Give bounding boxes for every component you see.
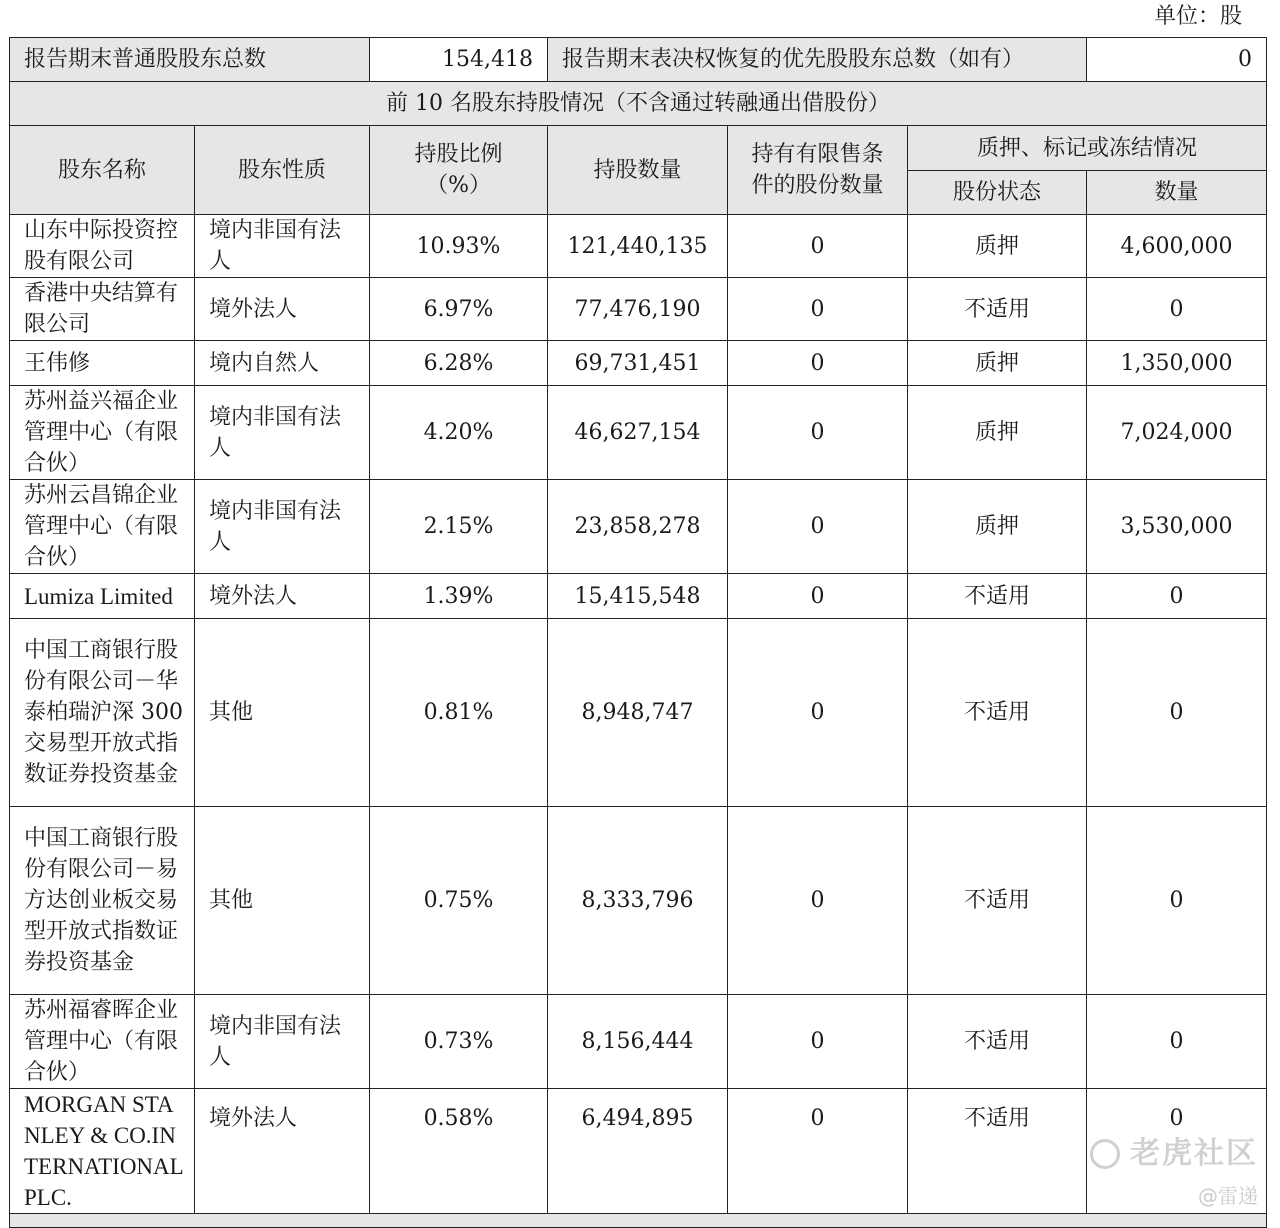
watermark-brand-text: 老虎社区 bbox=[1130, 1136, 1258, 1171]
holder-status: 不适用 bbox=[908, 574, 1087, 619]
holder-status: 不适用 bbox=[908, 278, 1087, 341]
holder-restricted: 0 bbox=[728, 480, 908, 574]
common-holders-label: 报告期末普通股股东总数 bbox=[10, 38, 370, 82]
header-row bbox=[10, 126, 1267, 171]
holder-name: 苏州云昌锦企业管理中心（有限合伙） bbox=[10, 480, 195, 574]
holder-name: 苏州福睿晖企业管理中心（有限合伙） bbox=[10, 995, 195, 1089]
holder-quantity: 0 bbox=[1087, 574, 1267, 619]
holder-nature: 境内非国有法人 bbox=[195, 386, 370, 480]
holder-name: 王伟修 bbox=[10, 341, 195, 386]
holder-shares: 8,156,444 bbox=[548, 995, 728, 1089]
preferred-holders-value: 0 bbox=[1087, 38, 1267, 82]
holder-ratio: 6.28% bbox=[370, 341, 548, 386]
holder-quantity: 4,600,000 bbox=[1087, 215, 1267, 278]
holder-restricted: 0 bbox=[728, 995, 908, 1089]
table-row bbox=[10, 341, 1267, 386]
holder-nature: 境外法人 bbox=[195, 574, 370, 619]
table-row bbox=[10, 386, 1267, 480]
holder-restricted: 0 bbox=[728, 574, 908, 619]
holder-quantity: 0 bbox=[1087, 278, 1267, 341]
holder-ratio: 0.75% bbox=[370, 807, 548, 995]
holder-name: 香港中央结算有限公司 bbox=[10, 278, 195, 341]
holder-restricted: 0 bbox=[728, 386, 908, 480]
holder-name: 中国工商银行股份有限公司－华泰柏瑞沪深 300 交易型开放式指数证券投资基金 bbox=[10, 619, 195, 807]
table-row bbox=[10, 1089, 1267, 1214]
section-title: 前 10 名股东持股情况（不含通过转融通出借股份） bbox=[10, 82, 1267, 126]
header-ratio: 持股比例（%） bbox=[370, 126, 548, 215]
holder-restricted: 0 bbox=[728, 1089, 908, 1214]
holder-name: 山东中际投资控股有限公司 bbox=[10, 215, 195, 278]
header-quantity: 数量 bbox=[1087, 171, 1267, 215]
watermark-author: @雷递 bbox=[1198, 1184, 1258, 1208]
holder-status: 不适用 bbox=[908, 995, 1087, 1089]
holder-shares: 8,333,796 bbox=[548, 807, 728, 995]
holder-restricted: 0 bbox=[728, 807, 908, 995]
holder-status: 质押 bbox=[908, 341, 1087, 386]
holder-quantity: 7,024,000 bbox=[1087, 386, 1267, 480]
table-row bbox=[10, 619, 1267, 807]
holder-shares: 8,948,747 bbox=[548, 619, 728, 807]
holder-nature: 境外法人 bbox=[195, 1089, 370, 1214]
holder-ratio: 0.81% bbox=[370, 619, 548, 807]
table-footer-strip bbox=[10, 1214, 1267, 1228]
common-holders-value: 154,418 bbox=[370, 38, 548, 82]
holder-name: Lumiza Limited bbox=[10, 574, 195, 619]
header-name: 股东名称 bbox=[10, 126, 195, 215]
table-row bbox=[10, 995, 1267, 1089]
holder-restricted: 0 bbox=[728, 341, 908, 386]
holder-status: 质押 bbox=[908, 386, 1087, 480]
header-restricted: 持有有限售条件的股份数量 bbox=[728, 126, 908, 215]
shareholder-table bbox=[9, 37, 1267, 1228]
holder-status: 质押 bbox=[908, 215, 1087, 278]
holder-ratio: 10.93% bbox=[370, 215, 548, 278]
holder-nature: 其他 bbox=[195, 807, 370, 995]
holder-restricted: 0 bbox=[728, 215, 908, 278]
holder-quantity: 0 bbox=[1087, 1089, 1267, 1214]
holder-nature: 境内非国有法人 bbox=[195, 480, 370, 574]
summary-row bbox=[10, 38, 1267, 82]
unit-label: 单位：股 bbox=[1153, 4, 1242, 29]
holder-shares: 121,440,135 bbox=[548, 215, 728, 278]
header-nature: 股东性质 bbox=[195, 126, 370, 215]
holder-nature: 其他 bbox=[195, 619, 370, 807]
holder-status: 质押 bbox=[908, 480, 1087, 574]
holder-name: 苏州益兴福企业管理中心（有限合伙） bbox=[10, 386, 195, 480]
holder-status: 不适用 bbox=[908, 619, 1087, 807]
holder-nature: 境内自然人 bbox=[195, 341, 370, 386]
holder-nature: 境外法人 bbox=[195, 278, 370, 341]
holder-quantity: 0 bbox=[1087, 995, 1267, 1089]
holder-shares: 69,731,451 bbox=[548, 341, 728, 386]
holder-quantity: 1,350,000 bbox=[1087, 341, 1267, 386]
holder-quantity: 0 bbox=[1087, 619, 1267, 807]
tiger-logo-icon bbox=[1090, 1139, 1120, 1169]
holder-restricted: 0 bbox=[728, 619, 908, 807]
table-row bbox=[10, 278, 1267, 341]
header-shares: 持股数量 bbox=[548, 126, 728, 215]
holder-shares: 46,627,154 bbox=[548, 386, 728, 480]
holder-ratio: 1.39% bbox=[370, 574, 548, 619]
holder-shares: 77,476,190 bbox=[548, 278, 728, 341]
holder-ratio: 0.73% bbox=[370, 995, 548, 1089]
holder-ratio: 4.20% bbox=[370, 386, 548, 480]
holder-nature: 境内非国有法人 bbox=[195, 215, 370, 278]
holder-status: 不适用 bbox=[908, 1089, 1087, 1214]
holder-status: 不适用 bbox=[908, 807, 1087, 995]
header-status: 股份状态 bbox=[908, 171, 1087, 215]
holder-name: MORGAN STANLEY & CO.INTERNATIONAL PLC. bbox=[10, 1089, 195, 1214]
holder-shares: 15,415,548 bbox=[548, 574, 728, 619]
watermark-brand bbox=[1090, 1128, 1258, 1172]
table-row bbox=[10, 215, 1267, 278]
table-row bbox=[10, 480, 1267, 574]
holder-restricted: 0 bbox=[728, 278, 908, 341]
holder-shares: 23,858,278 bbox=[548, 480, 728, 574]
table-row bbox=[10, 807, 1267, 995]
table-row bbox=[10, 574, 1267, 619]
holder-quantity: 0 bbox=[1087, 807, 1267, 995]
holder-shares: 6,494,895 bbox=[548, 1089, 728, 1214]
preferred-holders-label: 报告期末表决权恢复的优先股股东总数（如有） bbox=[548, 38, 1087, 82]
holder-ratio: 6.97% bbox=[370, 278, 548, 341]
holder-nature: 境内非国有法人 bbox=[195, 995, 370, 1089]
holder-ratio: 2.15% bbox=[370, 480, 548, 574]
holder-name: 中国工商银行股份有限公司－易方达创业板交易型开放式指数证券投资基金 bbox=[10, 807, 195, 995]
header-pledge-group: 质押、标记或冻结情况 bbox=[908, 126, 1267, 171]
holder-ratio: 0.58% bbox=[370, 1089, 548, 1214]
holder-quantity: 3,530,000 bbox=[1087, 480, 1267, 574]
